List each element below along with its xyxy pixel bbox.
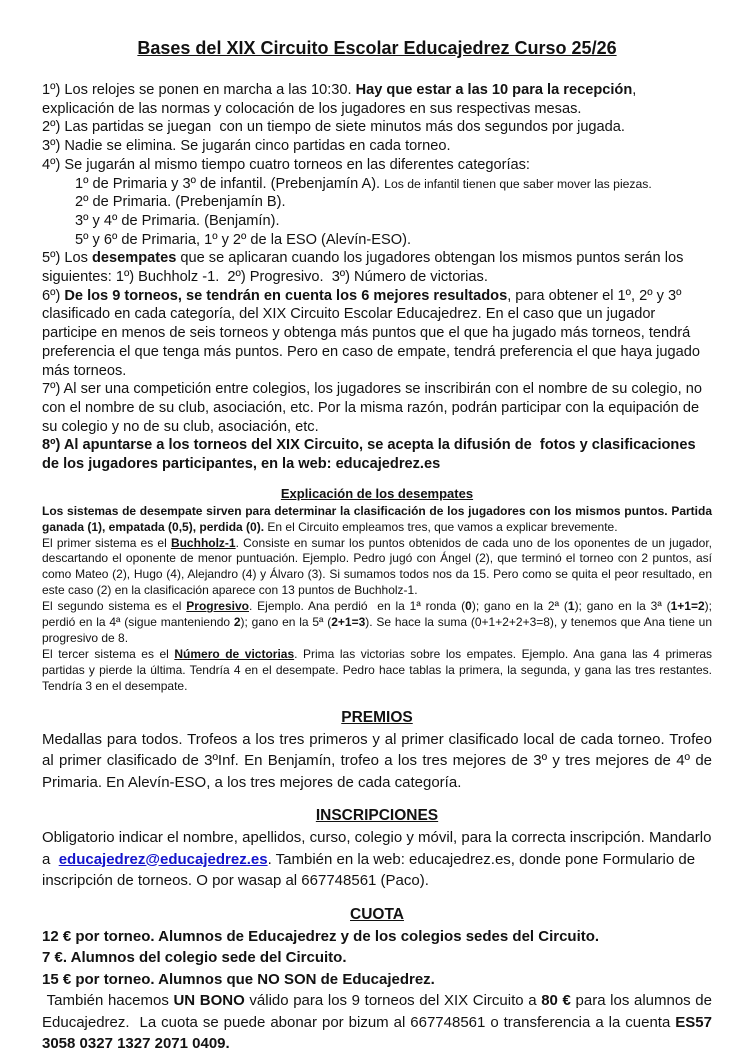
text-run: 4º) Se jugarán al mismo tiempo cuatro torneos en las diferentes categorías: xyxy=(42,156,530,173)
text-run: . Prima las victorias sobre los empates. Ejemplo. Ana gana las 4 primeras partidas y pierde la última. Tendría 4 en el desempate. Pedro hace tablas la primera, la segunda, y gana las tres restantes. Tendría 3 en el desempate. xyxy=(42,646,716,693)
text-run: que se aplicaran cuando los jugadores obtengan los mismos puntos serán los siguientes: 1º) Buchholz -1. 2º) Progresivo. 3º) Número de victorias. xyxy=(42,250,688,286)
text-run: 3º y 4º de Primaria. (Benjamín). xyxy=(75,212,280,229)
text-run: Medallas para todos. Trofeos a los tres primeros y al primer clasificado local de cada torneo. Trofeo al primer clasificado de 3ºInf. En Benjamín, trofeo a los tres mejores de 3º y tres mejores de 4º de Primaria. En Alevín-ESO, a los tres mejores de cada categoría. xyxy=(42,730,717,791)
premios-heading xyxy=(42,709,712,727)
text-run: , explicación de las normas y colocación de los jugadores en sus respectivas mesas. xyxy=(42,82,641,117)
text-run: Progresivo xyxy=(186,599,249,614)
rule-2-time-control xyxy=(42,118,712,137)
text-run: Obligatorio indicar el nombre, apellidos, curso, colegio y móvil, para la correcta inscripción. Mandarlo a xyxy=(42,829,716,868)
text-run: , para obtener el 1º, 2º y 3º clasificado en cada categoría, del XIX Circuito Escolar Educajedrez. En el caso que un jugador participe en menos de seis torneos y obtenga más puntos que el que ha jugado más torneos, tendrá preferencia el que tenga más puntos. Pero en caso de empate, tendrá preferencia el que haya jugado más torneos. xyxy=(42,287,705,379)
text-run: 1º) Los relojes se ponen en marcha a las 10:30. xyxy=(42,82,356,98)
page-title xyxy=(42,38,712,59)
rules-section xyxy=(42,81,712,474)
text-run: UN BONO xyxy=(173,992,245,1010)
text-run: 1+1=2 xyxy=(670,599,705,614)
text-run: 3º) Nadie se elimina. Se jugarán cinco partidas en cada torneo. xyxy=(42,138,451,155)
text-run: De los 9 torneos, se tendrán en cuenta los 6 mejores resultados xyxy=(64,287,508,304)
text-run: Buchholz-1 xyxy=(170,535,236,550)
text-run: . También en la web: educajedrez.es, donde pone Formulario de inscripción de torneos. O por wasap al 667748561 (Paco). xyxy=(42,850,700,890)
rule-4-categories-intro xyxy=(42,156,712,175)
premios-heading-text: PREMIOS xyxy=(341,708,413,726)
cuota-bono-paragraph xyxy=(42,990,717,1055)
text-run: 0 xyxy=(465,599,472,614)
text-run: 5º y 6º de Primaria, 1º y 2º de la ESO (Alevín-ESO). xyxy=(75,231,412,248)
text-run: 8º) Al apuntarse a los torneos del XIX Circuito, se acepta la difusión de fotos y clasificaciones de los jugadores participantes, en la web: educajedrez.es xyxy=(42,437,700,473)
rule-4-category-alevin-eso xyxy=(42,231,712,250)
rule-3-no-elimination xyxy=(42,137,712,156)
text-run: Los sistemas de desempate sirven para determinar la clasificación de los jugadores con los mismos puntos. Partida ganada (1), empatada (0,5), perdida (0). xyxy=(42,503,716,534)
tiebreaks-heading xyxy=(42,486,712,501)
text-run: 12 € por torneo. Alumnos de Educajedrez y de los colegios sedes del Circuito. xyxy=(42,927,600,945)
rule-4-category-benjamin xyxy=(42,212,712,231)
text-run: Hay que estar a las 10 para la recepción xyxy=(355,82,633,98)
cuota-heading xyxy=(42,906,712,924)
rule-6-best-results xyxy=(42,287,712,381)
text-run: 2º) Las partidas se juegan con un tiempo de siete minutos más dos segundos por jugada. xyxy=(42,119,625,136)
text-run: ); perdió en la 4ª (sigue manteniendo xyxy=(42,599,716,630)
text-run: ). Se hace la suma (0+1+2+2+3=8), y tenemos que Ana tiene un progresivo de 8. xyxy=(42,615,719,646)
text-run: ES57 3058 0327 1327 2071 0409. xyxy=(42,1013,717,1053)
rule-1-clocks xyxy=(42,81,712,118)
text-run: . Consiste en sumar los puntos obtenidos de cada uno de los oponentes de un jugador, descartando el oponente de menor puntuación. Ejemplo. Pedro jugó con Ángel (2), que terminó el torneo con 2 puntos, así como Mateo (2), Hugo (4), Alejandro (4) y Álvaro (3). Si sumamos todos nos da 15. Pero como se quita el peor resultado, en este caso (2) en la clasificación aparece con 13 puntos de Buchholz-1. xyxy=(42,535,716,598)
tiebreak-intro-paragraph xyxy=(42,503,716,536)
text-run: 80 € xyxy=(541,992,571,1010)
page-title-text: Bases del XIX Circuito Escolar Educajedrez Curso 25/26 xyxy=(137,38,617,58)
text-run: 1 xyxy=(567,599,575,614)
email-link[interactable]: educajedrez@educajedrez.es xyxy=(58,850,268,868)
tiebreaks-heading-text: Explicación de los desempates xyxy=(280,485,474,501)
text-run: 1º de Primaria y 3º de infantil. (Prebenjamín A). xyxy=(75,175,385,192)
rule-4-category-prebenjamin-b xyxy=(42,193,712,212)
text-run: 2º de Primaria. (Prebenjamín B). xyxy=(75,194,286,211)
cuota-fee-non-members xyxy=(42,969,712,991)
text-run: . Ejemplo. Ana perdió en la 1ª ronda ( xyxy=(249,599,466,614)
text-run: válido para los 9 torneos del XIX Circuito a xyxy=(244,992,542,1010)
text-run: El tercer sistema es el xyxy=(42,646,175,661)
tiebreak-progressive-paragraph xyxy=(42,599,719,647)
text-run: Los de infantil tienen que saber mover las piezas. xyxy=(384,176,652,191)
text-run: También hacemos xyxy=(42,992,174,1010)
text-run: 7º) Al ser una competición entre colegios, los jugadores se inscribirán con el nombre de su colegio, no con el nombre de su club, asociación, etc. Por la misma razón, podrán participar con la equipación de su colegio y no de su club, asociación, etc. xyxy=(42,381,707,435)
tiebreak-buchholz-paragraph xyxy=(42,535,716,600)
tiebreaks-section xyxy=(42,503,719,695)
cuota-section xyxy=(42,926,717,1055)
text-run: para los alumnos de Educajedrez. La cuota se puede abonar por bizum al 667748561 o transferencia a la cuenta xyxy=(42,992,717,1031)
rule-5-tiebreaks xyxy=(42,249,712,286)
premios-paragraph xyxy=(42,729,717,794)
rule-8-photo-consent xyxy=(42,436,712,473)
text-run: 5º) Los xyxy=(42,250,92,267)
text-run: ); gano en la 3ª ( xyxy=(574,599,671,614)
rule-4-category-prebenjamin-a xyxy=(42,175,712,194)
cuota-heading-text: CUOTA xyxy=(350,905,404,923)
text-run: 2+1=3 xyxy=(331,615,366,630)
text-run: 2 xyxy=(233,615,241,630)
rule-7-school-registration xyxy=(42,380,712,436)
inscripciones-paragraph xyxy=(42,827,716,892)
inscripciones-heading-text: INSCRIPCIONES xyxy=(315,807,439,825)
text-run: El primer sistema es el xyxy=(42,535,171,550)
cuota-fee-host-school xyxy=(42,947,712,969)
text-run: desempates xyxy=(91,250,177,267)
text-run: 6º) xyxy=(42,287,65,304)
text-run: El segundo sistema es el xyxy=(42,599,187,614)
text-run: 15 € por torneo. Alumnos que NO SON de Educajedrez. xyxy=(42,970,435,988)
tiebreak-victories-paragraph xyxy=(42,646,716,695)
text-run: 7 €. Alumnos del colegio sede del Circuito. xyxy=(42,949,347,967)
inscripciones-heading xyxy=(42,807,712,825)
text-run: En el Circuito empleamos tres, que vamos a explicar brevemente. xyxy=(264,519,618,534)
text-run: ); gano en la 5ª ( xyxy=(240,615,332,630)
text-run: ); gano en la 2ª ( xyxy=(471,599,568,614)
cuota-fee-educajedrez xyxy=(42,926,712,948)
text-run: Número de victorias xyxy=(174,646,295,661)
